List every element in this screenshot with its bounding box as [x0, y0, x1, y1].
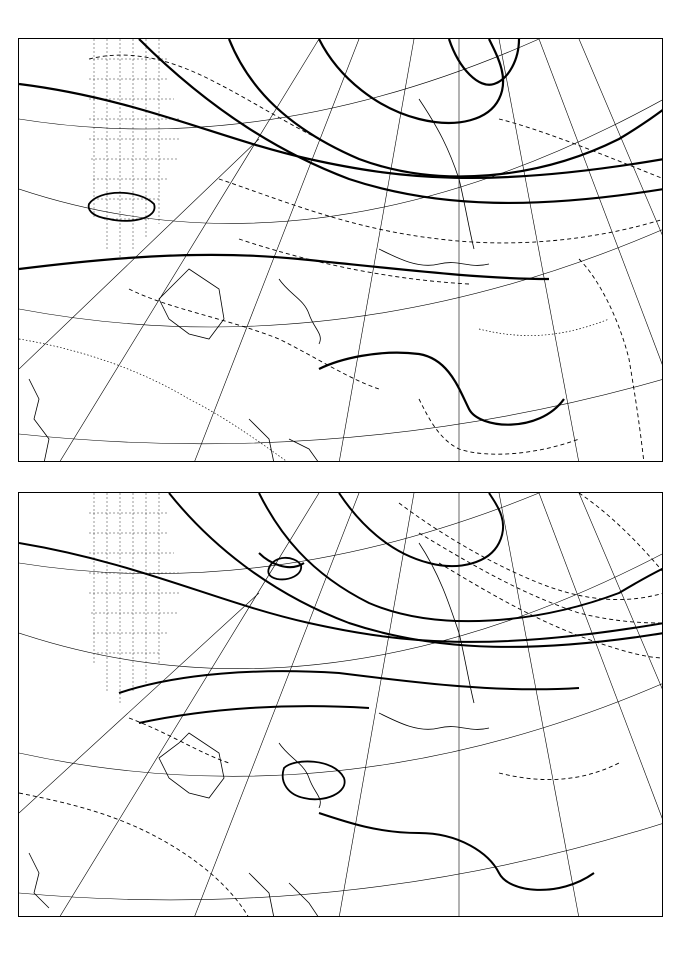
coastlines — [29, 543, 489, 917]
coastlines — [29, 99, 489, 462]
isotherms — [19, 319, 609, 462]
map-panel-500hpa — [18, 492, 663, 917]
isotachs — [89, 55, 663, 462]
map-300hpa-canvas — [19, 39, 663, 462]
isotherms — [19, 493, 663, 917]
terrain-hatching — [89, 39, 179, 259]
closed-high-contour — [283, 761, 345, 799]
graticule — [19, 493, 663, 917]
terrain-hatching — [89, 493, 179, 703]
closed-high-contour — [89, 193, 155, 221]
map-500hpa-canvas — [19, 493, 663, 917]
closed-low-contour — [268, 558, 301, 580]
map-panel-300hpa — [18, 38, 663, 462]
height-contours — [19, 493, 663, 890]
height-contours — [19, 39, 663, 425]
